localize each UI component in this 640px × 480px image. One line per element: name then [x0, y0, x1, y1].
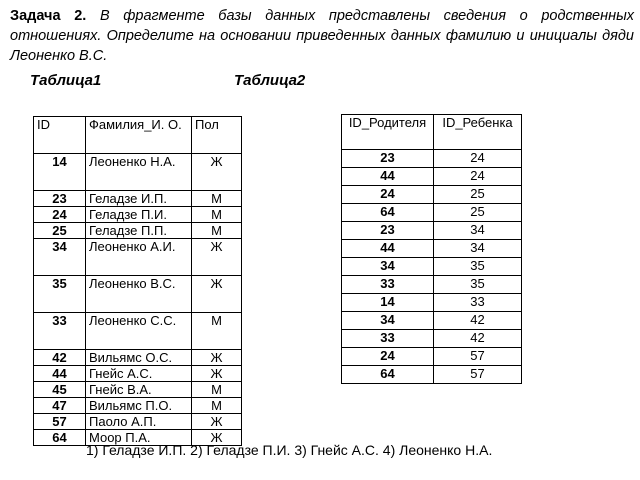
- person-id-cell: 57: [34, 414, 86, 430]
- person-id-cell: 34: [34, 239, 86, 276]
- table-row: [342, 150, 522, 168]
- table1-caption: Таблица1: [30, 72, 102, 89]
- table-row: [342, 186, 522, 204]
- table-row: [342, 330, 522, 348]
- child-id-cell: 42: [434, 330, 522, 348]
- child-id-cell: 35: [434, 276, 522, 294]
- parent-id-cell: 23: [342, 150, 434, 168]
- task-text: В фрагменте базы данных представлены сведения о родственных отношениях. Определите на основании приведенных данных фамилию и инициалы дяди Леоненко В.С.: [10, 8, 634, 64]
- table-row: [342, 258, 522, 276]
- table-row: [34, 313, 242, 350]
- person-id-cell: 42: [34, 350, 86, 366]
- parent-id-cell: 33: [342, 330, 434, 348]
- table-row: [34, 366, 242, 382]
- table-row: [34, 239, 242, 276]
- column-header-child-id: ID_Ребенка: [434, 115, 522, 150]
- child-id-cell: 33: [434, 294, 522, 312]
- parent-id-cell: 34: [342, 258, 434, 276]
- child-id-cell: 57: [434, 366, 522, 384]
- person-id-cell: 47: [34, 398, 86, 414]
- person-id-cell: 23: [34, 191, 86, 207]
- table2-caption: Таблица2: [234, 72, 306, 89]
- person-name-cell: Гнейс А.С.: [86, 366, 192, 382]
- column-header-name: Фамилия_И. О.: [86, 117, 192, 154]
- person-name-cell: Вильямс О.С.: [86, 350, 192, 366]
- parent-id-cell: 34: [342, 312, 434, 330]
- person-id-cell: 45: [34, 382, 86, 398]
- table-row: [342, 294, 522, 312]
- table-row: [342, 366, 522, 384]
- child-id-cell: 24: [434, 150, 522, 168]
- person-sex-cell: Ж: [192, 366, 242, 382]
- table-header-row: [342, 115, 522, 150]
- person-sex-cell: Ж: [192, 350, 242, 366]
- table-row: [34, 223, 242, 239]
- table-row: [342, 222, 522, 240]
- person-sex-cell: Ж: [192, 239, 242, 276]
- person-name-cell: Моор П.А.: [86, 430, 192, 446]
- child-id-cell: 35: [434, 258, 522, 276]
- table-row: [342, 204, 522, 222]
- child-id-cell: 24: [434, 168, 522, 186]
- person-sex-cell: Ж: [192, 154, 242, 191]
- parent-id-cell: 64: [342, 366, 434, 384]
- person-sex-cell: М: [192, 191, 242, 207]
- table-row: [342, 348, 522, 366]
- parent-id-cell: 14: [342, 294, 434, 312]
- person-name-cell: Леоненко С.С.: [86, 313, 192, 350]
- person-sex-cell: М: [192, 223, 242, 239]
- person-name-cell: Леоненко А.И.: [86, 239, 192, 276]
- table-row: [342, 240, 522, 258]
- person-id-cell: 24: [34, 207, 86, 223]
- column-header-parent-id: ID_Родителя: [342, 115, 434, 150]
- person-name-cell: Леоненко В.С.: [86, 276, 192, 313]
- parent-id-cell: 44: [342, 168, 434, 186]
- persons-table-body: [34, 154, 242, 446]
- task-statement: [10, 6, 634, 66]
- table-row: [34, 276, 242, 313]
- table-header-row: [34, 117, 242, 154]
- person-id-cell: 44: [34, 366, 86, 382]
- child-id-cell: 57: [434, 348, 522, 366]
- child-id-cell: 42: [434, 312, 522, 330]
- parent-id-cell: 64: [342, 204, 434, 222]
- person-sex-cell: Ж: [192, 430, 242, 446]
- table-row: [34, 154, 242, 191]
- table-row: [342, 312, 522, 330]
- person-name-cell: Паоло А.П.: [86, 414, 192, 430]
- relations-table-body: [342, 150, 522, 384]
- person-id-cell: 35: [34, 276, 86, 313]
- table-row: [34, 207, 242, 223]
- person-name-cell: Геладзе И.П.: [86, 191, 192, 207]
- table-row: [34, 398, 242, 414]
- person-id-cell: 14: [34, 154, 86, 191]
- table-row: [34, 350, 242, 366]
- answer-options: 1) Геладзе И.П. 2) Геладзе П.И. 3) Гнейс А.С. 4) Леоненко Н.А.: [86, 442, 493, 458]
- persons-table: [33, 116, 242, 446]
- relations-table: [341, 114, 522, 384]
- person-name-cell: Геладзе П.П.: [86, 223, 192, 239]
- parent-id-cell: 44: [342, 240, 434, 258]
- table-row: [34, 191, 242, 207]
- person-sex-cell: М: [192, 398, 242, 414]
- child-id-cell: 25: [434, 204, 522, 222]
- table-row: [342, 276, 522, 294]
- person-sex-cell: М: [192, 313, 242, 350]
- parent-id-cell: 23: [342, 222, 434, 240]
- column-header-id: ID: [34, 117, 86, 154]
- person-id-cell: 25: [34, 223, 86, 239]
- person-name-cell: Гнейс В.А.: [86, 382, 192, 398]
- parent-id-cell: 24: [342, 348, 434, 366]
- parent-id-cell: 33: [342, 276, 434, 294]
- person-name-cell: Вильямс П.О.: [86, 398, 192, 414]
- parent-id-cell: 24: [342, 186, 434, 204]
- person-sex-cell: Ж: [192, 276, 242, 313]
- table-row: [342, 168, 522, 186]
- person-id-cell: 33: [34, 313, 86, 350]
- person-id-cell: 64: [34, 430, 86, 446]
- person-sex-cell: Ж: [192, 414, 242, 430]
- column-header-sex: Пол: [192, 117, 242, 154]
- table-row: [34, 382, 242, 398]
- child-id-cell: 34: [434, 240, 522, 258]
- person-name-cell: Леоненко Н.А.: [86, 154, 192, 191]
- child-id-cell: 34: [434, 222, 522, 240]
- table-row: [34, 414, 242, 430]
- person-sex-cell: М: [192, 207, 242, 223]
- person-sex-cell: М: [192, 382, 242, 398]
- child-id-cell: 25: [434, 186, 522, 204]
- person-name-cell: Геладзе П.И.: [86, 207, 192, 223]
- task-label: Задача 2.: [10, 8, 87, 24]
